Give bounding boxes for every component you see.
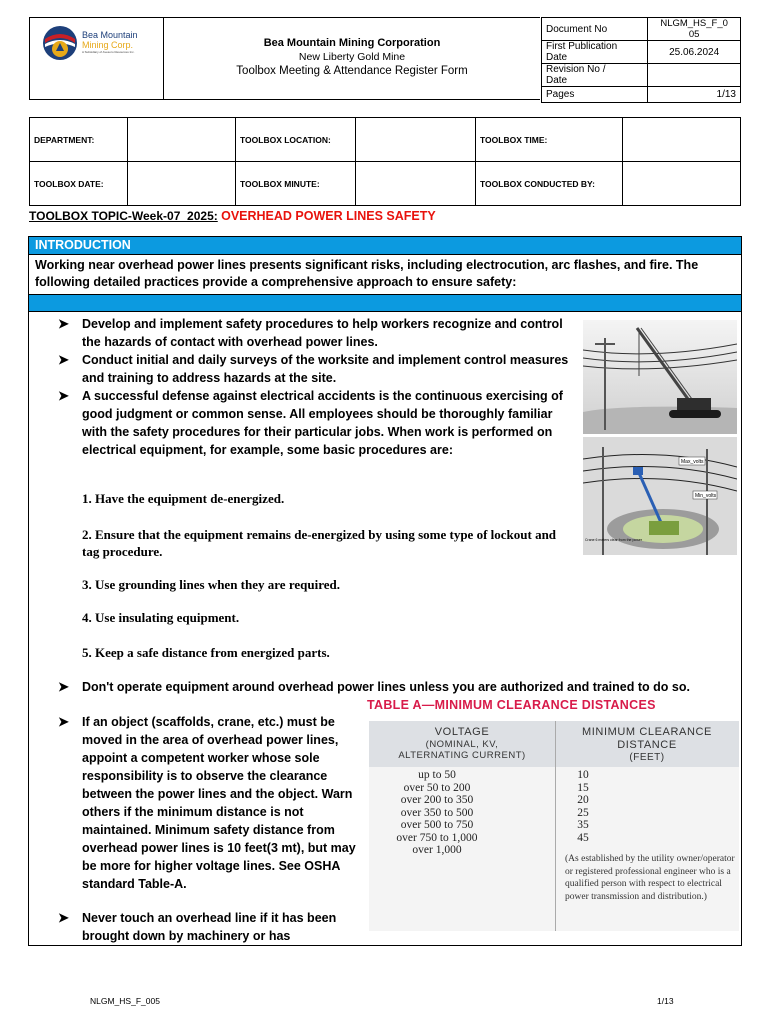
introduction-text: Working near overhead power lines presents significant risks, including electrocution, arc flashes, and fire. The following detailed practices provide a comprehensive approach to ensure safety: bbox=[29, 255, 741, 295]
document-meta-table bbox=[541, 17, 741, 103]
arrow-bullet-icon: ➤ bbox=[58, 352, 69, 367]
voltage-cell: over 50 to 200 bbox=[403, 781, 471, 794]
table-note: (As established by the utility owner/operator or registered professional engineer who is a qualified person with respect to electrical power transmission and distribution.) bbox=[565, 854, 735, 902]
bullet-text: Conduct initial and daily surveys of the worksite and implement control measures and training to address hazards at the site. bbox=[82, 353, 569, 385]
procedure-item: 3. Use grounding lines when they are required. bbox=[82, 577, 340, 592]
topic-prefix: TOOLBOX TOPIC-Week-07_2025: bbox=[29, 209, 218, 223]
bullet-text: If an object (scaffolds, crane, etc.) must be moved in the area of overhead power lines, appoint a competent worker whose sole responsibility is to observe the clearance between the power lines and the object. Warn others if the minimum distance is not maintained. Minimum safety distance from overhead power lines is 10 feet(3 mt), but may be more for higher voltage lines. See OSHA standard Table-A. bbox=[82, 715, 356, 891]
conducted-by-field[interactable] bbox=[623, 162, 741, 206]
procedure-item: 1. Have the equipment de-energized. bbox=[82, 491, 285, 506]
meta-row bbox=[542, 64, 741, 87]
logo-tagline: A Subsidiary of Avesoro Resources Inc. bbox=[82, 50, 135, 54]
meta-value: 25.06.2024 bbox=[648, 41, 741, 64]
voltage-cell: over 500 to 750 bbox=[400, 819, 474, 831]
crane-near-power-lines-image bbox=[583, 320, 737, 434]
logo-box bbox=[29, 17, 164, 100]
toolbox-topic bbox=[29, 209, 436, 223]
title-box bbox=[164, 17, 540, 100]
table-rows bbox=[369, 769, 739, 857]
document-header bbox=[29, 17, 741, 101]
min-volts-label: Min_volts bbox=[695, 493, 717, 499]
voltage-cell: over 750 to 1,000 bbox=[396, 831, 478, 844]
blue-divider-bar bbox=[29, 295, 741, 312]
main-content-box bbox=[28, 236, 742, 946]
voltage-cell: up to 50 bbox=[418, 769, 456, 781]
bullet-item bbox=[58, 351, 572, 387]
image-caption: Crane 6 meters clear from the power bbox=[585, 538, 642, 542]
time-field[interactable] bbox=[623, 118, 741, 162]
logo-line2: Mining Corp. bbox=[82, 40, 134, 50]
meta-label: Revision No / Date bbox=[542, 64, 648, 87]
meta-row bbox=[542, 41, 741, 64]
logo-line1: Bea Mountain bbox=[82, 30, 138, 40]
voltage-cell: over 200 to 350 bbox=[400, 794, 474, 806]
voltage-subheader: (NOMINAL, KV, ALTERNATING CURRENT) bbox=[398, 739, 526, 761]
voltage-cell: over 350 to 500 bbox=[400, 806, 474, 819]
distance-cell: 15 bbox=[577, 781, 589, 794]
clearance-table bbox=[369, 721, 739, 931]
department-label: DEPARTMENT: bbox=[30, 118, 128, 162]
arrow-bullet-icon: ➤ bbox=[58, 714, 69, 729]
table-row bbox=[369, 819, 739, 832]
info-row bbox=[30, 162, 741, 206]
date-field[interactable] bbox=[128, 162, 236, 206]
location-label: TOOLBOX LOCATION: bbox=[236, 118, 356, 162]
info-row bbox=[30, 118, 741, 162]
minute-field[interactable] bbox=[356, 162, 476, 206]
conducted-by-label: TOOLBOX CONDUCTED BY: bbox=[476, 162, 623, 206]
distance-cell: 10 bbox=[577, 769, 589, 781]
bullet-text: Don't operate equipment around overhead power lines unless you are authorized and trained to do so. bbox=[82, 680, 690, 694]
location-field[interactable] bbox=[356, 118, 476, 162]
distance-cell: 25 bbox=[577, 806, 589, 819]
table-row bbox=[369, 807, 739, 820]
distance-cell: 35 bbox=[577, 819, 589, 831]
procedure-item: 4. Use insulating equipment. bbox=[82, 610, 240, 625]
minute-label: TOOLBOX MINUTE: bbox=[236, 162, 356, 206]
distance-cell: 45 bbox=[577, 831, 589, 844]
procedure-item: 5. Keep a safe distance from energized parts. bbox=[82, 645, 330, 660]
meta-row bbox=[542, 87, 741, 103]
meta-value: 1/13 bbox=[648, 87, 741, 103]
meta-label: First Publication Date bbox=[542, 41, 648, 64]
voltage-cell: over 1,000 bbox=[412, 844, 462, 856]
table-row bbox=[369, 832, 739, 845]
site-name: New Liberty Gold Mine bbox=[298, 51, 406, 63]
max-volts-label: Max_volts bbox=[681, 459, 704, 465]
table-row bbox=[369, 782, 739, 795]
bullet-text: A successful defense against electrical accidents is the continuous exercising of good judgment or common sense. All employees should be thoroughly familiar with the safety procedures for their particular jobs. When work is performed on electrical equipment, for example, some basic procedures are: bbox=[82, 389, 563, 457]
voltage-header: VOLTAGE bbox=[434, 726, 490, 738]
department-field[interactable] bbox=[128, 118, 236, 162]
company-name: Bea Mountain Mining Corporation bbox=[263, 37, 441, 49]
bullet-text: Develop and implement safety procedures to help workers recognize and control the hazards of contact with overhead power lines. bbox=[82, 317, 563, 349]
date-label: TOOLBOX DATE: bbox=[30, 162, 128, 206]
meta-label: Document No bbox=[542, 18, 648, 41]
arrow-bullet-icon: ➤ bbox=[58, 316, 69, 331]
bullet-item bbox=[58, 387, 577, 459]
time-label: TOOLBOX TIME: bbox=[476, 118, 623, 162]
logo-text bbox=[82, 30, 138, 54]
bullet-item bbox=[58, 678, 732, 696]
meta-row bbox=[542, 18, 741, 41]
procedure-item: 2. Ensure that the equipment remains de-energized by using some type of lockout and tag procedure. bbox=[82, 527, 557, 559]
bullet-item bbox=[58, 713, 358, 893]
table-row bbox=[369, 769, 739, 782]
bullet-item bbox=[58, 909, 358, 945]
meta-value: NLGM_HS_F_0 05 bbox=[648, 18, 741, 41]
footer-page-number: 1/13 bbox=[657, 996, 674, 1006]
toolbox-info-table bbox=[29, 117, 741, 206]
distance-header: MINIMUM CLEARANCE DISTANCE bbox=[582, 726, 712, 751]
footer-doc-number: NLGM_HS_F_005 bbox=[90, 996, 160, 1006]
bullet-text: Never touch an overhead line if it has been brought down by machinery or has bbox=[82, 911, 337, 943]
meta-value bbox=[648, 64, 741, 87]
arrow-bullet-icon: ➤ bbox=[58, 910, 69, 925]
table-row bbox=[369, 794, 739, 807]
topic-title: OVERHEAD POWER LINES SAFETY bbox=[221, 209, 436, 223]
arrow-bullet-icon: ➤ bbox=[58, 388, 69, 403]
bullet-item bbox=[58, 315, 572, 351]
meta-label: Pages bbox=[542, 87, 648, 103]
distance-cell: 20 bbox=[577, 794, 589, 806]
table-a-title: TABLE A—MINIMUM CLEARANCE DISTANCES bbox=[367, 698, 656, 712]
form-title: Toolbox Meeting & Attendance Register Form bbox=[236, 65, 468, 77]
bucket-truck-image bbox=[583, 437, 737, 555]
arrow-bullet-icon: ➤ bbox=[58, 679, 69, 694]
distance-subheader: (FEET) bbox=[629, 752, 665, 763]
introduction-heading: INTRODUCTION bbox=[29, 237, 741, 255]
company-logo-icon bbox=[42, 25, 78, 61]
